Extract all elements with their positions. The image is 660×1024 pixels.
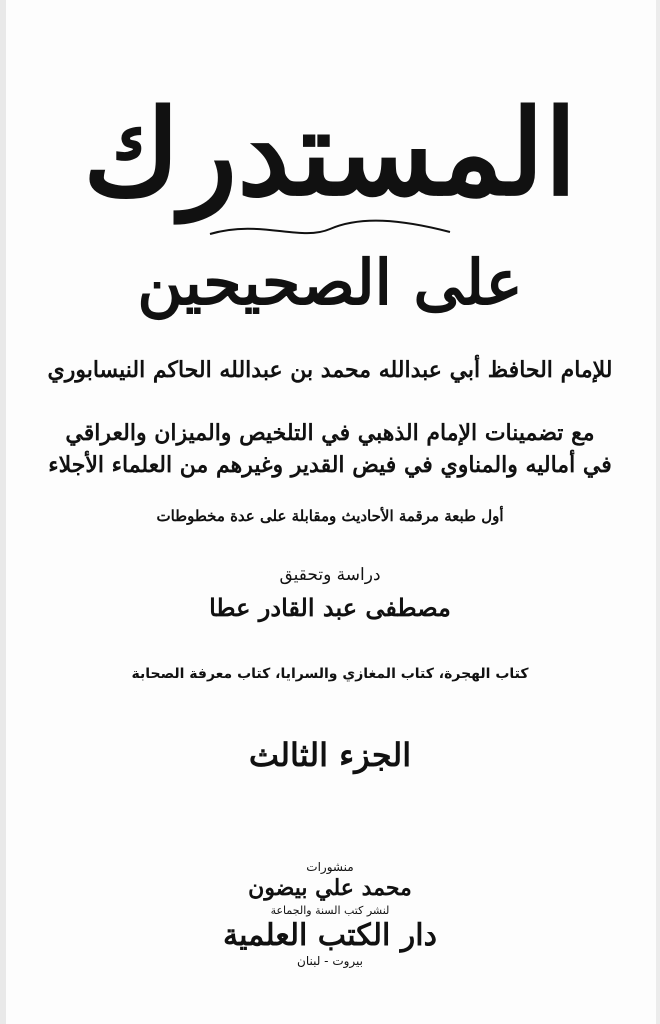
study-label: دراسة وتحقيق xyxy=(279,565,381,585)
volume-label: الجزء الثالث xyxy=(248,736,412,774)
book-subtitle: على الصحيحين xyxy=(137,246,523,319)
publisher-label: منشورات xyxy=(306,860,354,874)
author-line: للإمام الحافظ أبي عبدالله محمد بن عبدالله الحاكم النيسابوري xyxy=(47,357,613,383)
editor-name: مصطفى عبد القادر عطا xyxy=(209,593,451,622)
publisher-city: بيروت - لبنان xyxy=(297,954,363,968)
page-edge-left xyxy=(0,0,6,1024)
edition-note: أول طبعة مرقمة الأحاديث ومقابلة على عدة مخطوطات xyxy=(156,507,504,525)
books-list: كتاب الهجرة، كتاب المغازي والسرايا، كتاب معرفة الصحابة xyxy=(131,666,529,682)
includes-line-1: مع تضمينات الإمام الذهبي في التلخيص والميزان والعراقي xyxy=(65,420,595,446)
publisher-description: لنشر كتب السنة والجماعة xyxy=(270,904,390,917)
publishing-house: دار الكتب العلمية xyxy=(223,918,437,953)
cover-content xyxy=(40,0,620,1024)
includes-line-2: في أماليه والمناوي في فيض القدير وغيرهم من العلماء الأجلاء xyxy=(48,452,612,478)
publisher-name: محمد علي بيضون xyxy=(248,875,412,901)
page-edge-right xyxy=(656,0,660,1024)
book-title: المستدرك xyxy=(82,83,577,222)
